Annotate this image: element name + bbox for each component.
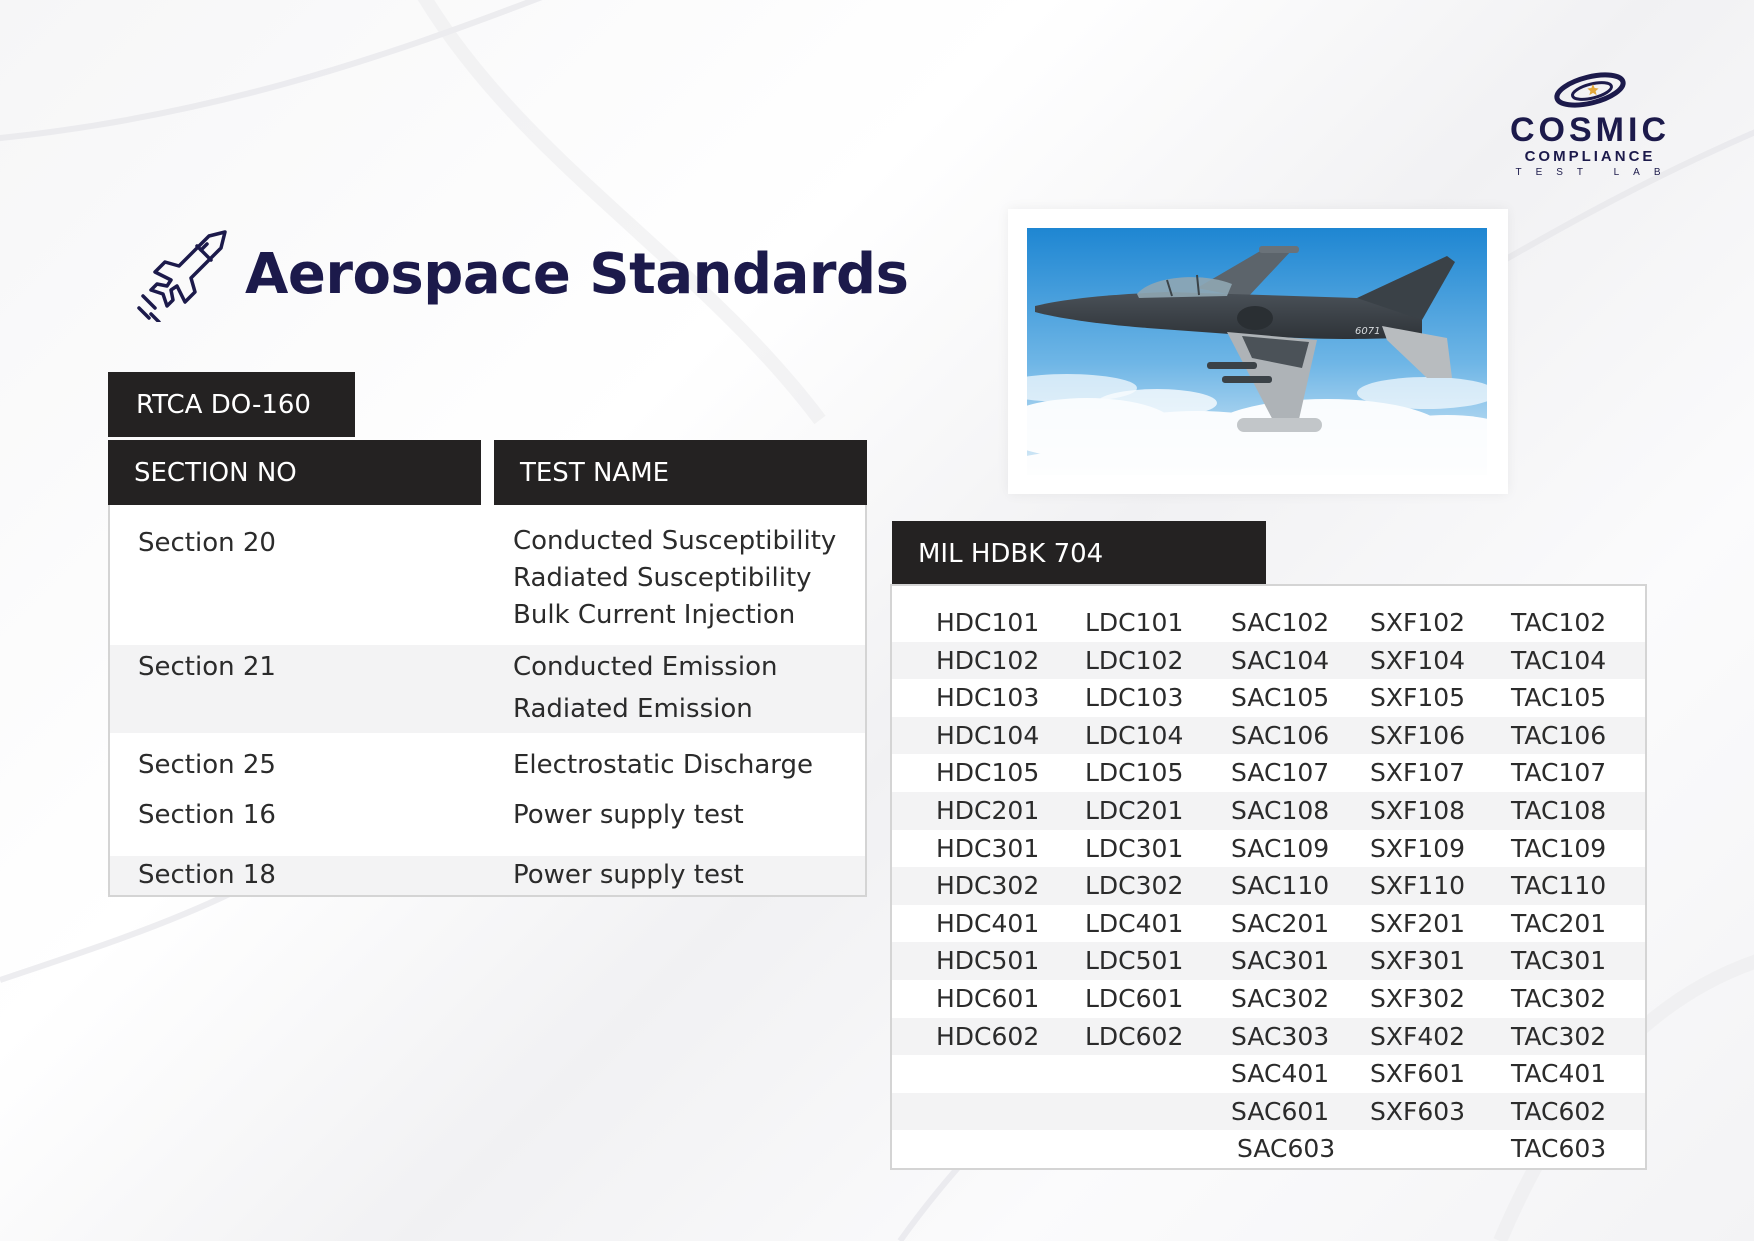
svg-text:6071: 6071: [1355, 326, 1381, 337]
table-row: [892, 604, 1645, 642]
table-row: [110, 505, 865, 645]
mil-cell: TAC201: [1511, 908, 1607, 938]
test-cell: Electrostatic Discharge: [513, 750, 814, 780]
mil-cell: SAC303: [1231, 1021, 1330, 1051]
table-row: [110, 783, 865, 843]
table-row: [110, 645, 865, 733]
mil-cell: TAC301: [1511, 946, 1607, 976]
mil-cell: TAC107: [1511, 758, 1607, 788]
mil-cell: TAC602: [1511, 1096, 1607, 1126]
table-row: [892, 754, 1645, 792]
mil-cell: SAC302: [1231, 984, 1330, 1013]
mil-cell: HDC102: [936, 645, 1040, 675]
mil-cell: HDC602: [936, 1021, 1040, 1051]
test-cell: Radiated Emission: [513, 694, 753, 724]
section-cell: Section 18: [138, 860, 276, 890]
mil-cell: HDC104: [936, 720, 1040, 750]
mil-cell: SAC401: [1231, 1059, 1330, 1089]
mil-cell: TAC109: [1511, 833, 1607, 863]
mil-cell: HDC401: [936, 908, 1040, 938]
column-header-test: TEST NAME: [494, 440, 867, 505]
table-row: [892, 1055, 1645, 1093]
table-row: [892, 980, 1645, 1018]
mil-cell: SXF302: [1370, 984, 1466, 1013]
section-cell: Section 20: [138, 528, 276, 558]
mil-cell: SAC301: [1231, 946, 1330, 976]
mil-cell: HDC101: [936, 608, 1040, 637]
mil-cell: LDC301: [1085, 833, 1184, 863]
mil-cell: SXF106: [1370, 720, 1466, 750]
mil-cell: TAC603: [1511, 1134, 1607, 1164]
mil-cell: TAC104: [1511, 645, 1607, 675]
mil-cell: SXF301: [1370, 946, 1466, 976]
test-cell: Power supply test: [513, 860, 744, 890]
table-row: [892, 642, 1645, 680]
aircraft-photo: [1027, 228, 1487, 475]
mil-cell: SXF108: [1370, 796, 1466, 825]
mil-cell: LDC401: [1085, 908, 1184, 938]
mil-cell: TAC302: [1511, 984, 1607, 1013]
mil-cell: TAC302: [1511, 1021, 1607, 1051]
mil-label: MIL HDBK 704: [892, 521, 1266, 586]
table-row: [892, 1130, 1645, 1168]
test-cell: Radiated Susceptibility: [513, 563, 812, 593]
logo-tagline: TEST LAB: [1515, 167, 1675, 178]
mil-cell: SXF102: [1370, 608, 1466, 637]
column-header-section: SECTION NO: [108, 440, 481, 505]
fighter-jet-icon: [135, 226, 231, 322]
mil-cell: HDC201: [936, 796, 1040, 825]
table-row: [110, 856, 865, 895]
table-row: [892, 679, 1645, 717]
mil-cell: SAC601: [1231, 1096, 1330, 1126]
test-cell: Power supply test: [513, 800, 744, 830]
mil-cell: SAC110: [1231, 871, 1330, 901]
table-row: [892, 1018, 1645, 1056]
mil-cell: SXF201: [1370, 908, 1466, 938]
mil-cell: SAC105: [1231, 683, 1330, 713]
mil-cell: LDC101: [1085, 608, 1184, 637]
aircraft-photo-frame: [1008, 209, 1508, 494]
mil-cell: TAC401: [1511, 1059, 1607, 1089]
mil-cell: LDC501: [1085, 946, 1184, 976]
mil-cell: SAC603: [1237, 1134, 1336, 1164]
mil-cell: SAC102: [1231, 608, 1330, 637]
mil-cell: SXF402: [1370, 1021, 1466, 1051]
table-row: [892, 1093, 1645, 1131]
table-row: [892, 942, 1645, 980]
mil-cell: HDC105: [936, 758, 1040, 788]
mil-cell: SAC109: [1231, 833, 1330, 863]
rtca-table: [108, 505, 867, 897]
logo-wordmark: COSMIC: [1510, 111, 1670, 149]
section-cell: Section 16: [138, 800, 276, 830]
mil-cell: HDC301: [936, 833, 1040, 863]
mil-cell: TAC106: [1511, 720, 1607, 750]
mil-cell: TAC102: [1511, 608, 1607, 637]
test-cell: Conducted Emission: [513, 652, 778, 682]
mil-cell: SAC107: [1231, 758, 1330, 788]
table-row: [892, 905, 1645, 943]
mil-cell: HDC302: [936, 871, 1040, 901]
mil-cell: LDC302: [1085, 871, 1184, 901]
logo-subtitle: COMPLIANCE: [1524, 148, 1656, 165]
test-cell: Conducted Susceptibility: [513, 526, 837, 556]
mil-cell: TAC105: [1511, 683, 1607, 713]
mil-cell: SXF107: [1370, 758, 1466, 788]
mil-cell: SXF603: [1370, 1096, 1466, 1126]
section-cell: Section 25: [138, 750, 276, 780]
mil-cell: SAC201: [1231, 908, 1330, 938]
mil-cell: SXF110: [1370, 871, 1466, 901]
page-title: Aerospace Standards: [245, 241, 909, 307]
mil-cell: SXF601: [1370, 1059, 1466, 1089]
table-row: [892, 830, 1645, 868]
mil-cell: SXF104: [1370, 645, 1466, 675]
title-block: [135, 224, 908, 324]
mil-cell: LDC105: [1085, 758, 1184, 788]
mil-cell: HDC501: [936, 946, 1040, 976]
mil-cell: TAC110: [1511, 871, 1607, 901]
mil-cell: LDC601: [1085, 984, 1184, 1013]
test-cell: Bulk Current Injection: [513, 600, 796, 630]
mil-cell: LDC102: [1085, 645, 1184, 675]
mil-cell: LDC602: [1085, 1021, 1184, 1051]
mil-cell: LDC104: [1085, 720, 1184, 750]
mil-cell: LDC103: [1085, 683, 1184, 713]
mil-cell: SAC108: [1231, 796, 1330, 825]
table-row: [892, 792, 1645, 830]
mil-cell: TAC108: [1511, 796, 1607, 825]
mil-cell: SAC104: [1231, 645, 1330, 675]
table-row: [110, 733, 865, 783]
mil-cell: SXF105: [1370, 683, 1466, 713]
mil-cell: LDC201: [1085, 796, 1184, 825]
orbit-ring-icon: [1547, 70, 1633, 110]
mil-cell: HDC103: [936, 683, 1040, 713]
table-row: [892, 867, 1645, 905]
table-row: [892, 717, 1645, 755]
mil-cell: HDC601: [936, 984, 1040, 1013]
rtca-label: RTCA DO-160: [108, 372, 355, 437]
brand-logo: [1495, 70, 1685, 180]
mil-cell: SXF109: [1370, 833, 1466, 863]
mil-cell: SAC106: [1231, 720, 1330, 750]
section-cell: Section 21: [138, 652, 276, 682]
mil-table: [890, 584, 1647, 1170]
